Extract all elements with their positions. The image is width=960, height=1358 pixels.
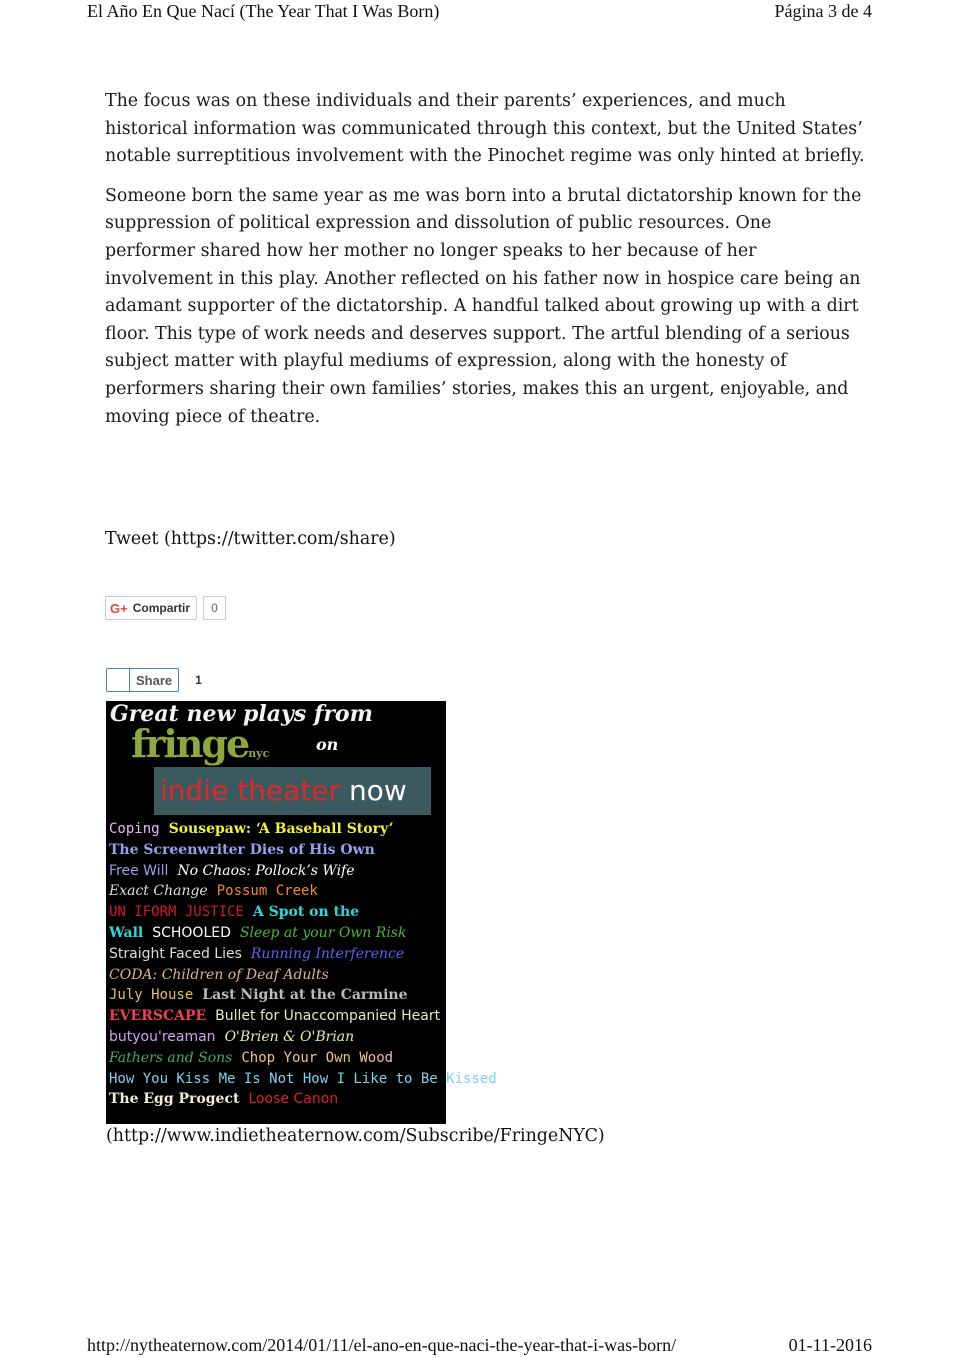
ad-play-line [109,819,403,839]
ad-play-title: Free Will [109,862,169,879]
ad-play-line [109,1048,402,1068]
ad-play-line [109,840,384,860]
ad-play-line [109,985,417,1005]
ad-play-title: Sousepaw: ‘A Baseball Story’ [168,821,394,837]
ad-headline: Great new plays from [110,701,373,727]
fringe-logo: fringenyc [131,721,270,766]
ad-play-line [109,902,368,922]
ad-play-title: EVERSCAPE [109,1008,207,1025]
ad-play-title: Sleep at your Own Risk [239,925,407,941]
page-number: Página 3 de 4 [774,1,872,21]
document-title: El Año En Que Nací (The Year That I Was Born) [87,1,440,21]
ad-play-title: Fathers and Sons [109,1049,233,1066]
ad-play-title: Possum Creek [216,883,318,900]
ad-on: on [316,735,339,754]
ad-play-title: Running Interference [250,945,405,962]
ad-play-title: No Chaos: Pollock’s Wife [177,862,355,879]
google-plus-share-button[interactable] [105,596,197,620]
ad-play-title: Loose Canon [248,1091,339,1108]
ad-play-title: Last Night at the Carmine [202,987,408,1004]
share-label: Compartir [132,601,191,615]
facebook-share [106,668,202,692]
ad-link[interactable]: (http://www.indietheaternow.com/Subscribe/FringeNYC) [106,1126,605,1146]
ad-play-line [109,944,413,964]
ad-play-line [109,881,327,901]
ad-play-title: Straight Faced Lies [109,945,242,962]
ad-play-title: Chop Your Own Wood [241,1049,394,1066]
ad-play-line [109,965,338,985]
ad-play-title: Wall [109,925,144,941]
ad-play-title: SCHOOLED [152,925,231,941]
ad-play-title: Exact Change [109,883,208,900]
ad-play-line [109,1006,449,1026]
google-plus-share [105,597,226,619]
ad-play-title: O'Brien & O'Brian [224,1029,355,1045]
article-body [105,88,865,443]
ad-play-line [109,861,364,881]
footer-date: 01-11-2016 [788,1335,872,1355]
footer-url: http://nytheaternow.com/2014/01/11/el-ano-en-que-naci-the-year-that-i-was-born/ [87,1335,677,1355]
ad-play-line [109,1027,363,1047]
share-count: 0 [203,596,226,620]
ad-play-line [109,1089,347,1109]
ad-play-title: The Egg Progect [109,1091,240,1108]
ad-play-title: CODA: Children of Deaf Adults [109,966,329,983]
ad-play-title: butyou'reaman [109,1029,216,1045]
paragraph: The focus was on these individuals and their parents’ experiences, and much historical information was communicated through this context, but the United States’ notable surreptitious involvement with the Pinochet regime was only hinted at briefly. [105,91,865,167]
ad-play-title: Coping [109,821,160,837]
indie-theater-now-banner: indie theater now [154,767,431,815]
ad-play-title: How You Kiss Me Is Not How I Like to Be Kissed [109,1070,497,1087]
ad-play-title: The Screenwriter Dies of His Own [109,841,375,858]
share-count: 1 [195,673,202,687]
ad-play-title: UN IFORM JUSTICE [109,904,244,921]
ad-play-title: Bullet for Unaccompanied Heart [215,1008,441,1025]
facebook-icon [107,669,130,691]
share-label: Share [136,672,173,688]
google-plus-icon: G+ [110,600,128,616]
facebook-share-button[interactable] [106,668,179,692]
ad-play-line [109,1069,506,1089]
ad-play-line [109,923,415,943]
ad-play-title: A Spot on the [252,904,360,921]
indie-theater-now-ad[interactable] [106,701,497,1124]
paragraph: Someone born the same year as me was born into a brutal dictatorship known for the suppression of political expression and dissolution of public resources. One performer shared how her mother no longer speaks to her because of her involvement in this play. Another reflected on his father now in hospice care being an adamant supporter of the dictatorship. A handful talked about growing up with a dirt floor. This type of work needs and deserves support. The artful blending of a serious subject matter with playful mediums of expression, along with the honesty of performers sharing their own families’ stories, makes this an urgent, enjoyable, and moving piece of theatre. [105,185,862,427]
ad-play-title: July House [109,987,194,1004]
tweet-link[interactable]: Tweet (https://twitter.com/share) [105,529,396,549]
